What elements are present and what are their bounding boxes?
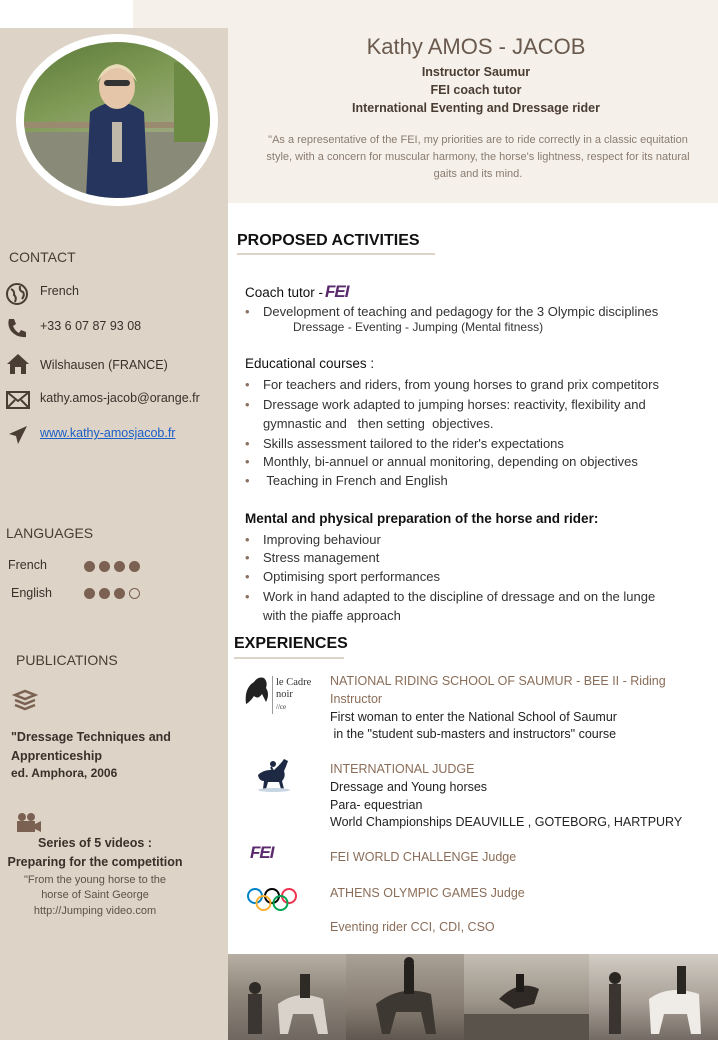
language-english: English bbox=[11, 586, 52, 600]
fei-logo: FEI bbox=[325, 282, 349, 301]
video-series: Series of 5 videos : bbox=[38, 836, 152, 850]
coach-bullet: • Development of teaching and pedagogy for the 3 Olympic disciplines bbox=[245, 304, 659, 319]
course-bullet-text: Dressage work adapted to jumping horses: reactivity, flexibility and bbox=[263, 397, 646, 412]
mental-bullet: • Optimising sport performances bbox=[245, 569, 441, 584]
mental-bullet-text: Improving behaviour bbox=[263, 532, 381, 547]
home-icon bbox=[5, 352, 31, 376]
coach-tutor-text: Coach tutor - bbox=[245, 285, 324, 300]
olympic-rings-icon bbox=[246, 887, 298, 915]
mental-bullet-text: Optimising sport performances bbox=[263, 569, 441, 584]
exp1-desc-line2: in the "student sub-masters and instructors" course bbox=[330, 727, 617, 741]
contact-email[interactable]: kathy.amos-jacob@orange.fr bbox=[40, 391, 200, 405]
courses-label-text: Educational courses bbox=[245, 356, 367, 371]
contact-language: French bbox=[40, 284, 79, 298]
exp1-desc-line1: First woman to enter the National School of Saumur bbox=[330, 710, 617, 724]
photo-dressage bbox=[589, 954, 718, 1040]
contact-heading: CONTACT bbox=[9, 249, 76, 265]
contact-phone[interactable]: +33 6 07 87 93 08 bbox=[40, 319, 142, 333]
exp2-desc-line1: Dressage and Young horses bbox=[330, 780, 488, 794]
contact-website[interactable] bbox=[40, 426, 175, 440]
photo-training-2 bbox=[346, 954, 464, 1040]
course-bullet-text: Teaching in French and English bbox=[263, 473, 448, 488]
coach-tutor-label bbox=[245, 282, 349, 302]
books-icon bbox=[12, 688, 38, 712]
course-bullet: • Teaching in French and English bbox=[245, 473, 448, 488]
profile-photo bbox=[24, 42, 210, 198]
book-title-line1: "Dressage Techniques and bbox=[11, 730, 171, 744]
french-level-rating bbox=[84, 561, 140, 572]
book-publisher: ed. Amphora, 2006 bbox=[11, 766, 118, 780]
language-french: French bbox=[8, 558, 47, 572]
course-bullet-continued bbox=[245, 414, 710, 433]
experiences-underline bbox=[234, 657, 344, 659]
photo-training-1 bbox=[228, 954, 346, 1040]
level-dot bbox=[84, 588, 95, 599]
mental-bullet-text: Work in hand adapted to the discipline of dressage and on the lunge bbox=[263, 589, 656, 604]
experiences-heading: EXPERIENCES bbox=[234, 635, 348, 652]
course-bullet: • Skills assessment tailored to the rider's expectations bbox=[245, 436, 564, 451]
phone-icon bbox=[5, 316, 31, 340]
cadre-noir-logo bbox=[240, 674, 320, 718]
exp2-desc-line2: Para- equestrian bbox=[330, 798, 423, 812]
person-name: Kathy AMOS - JACOB bbox=[366, 34, 586, 59]
video-subtitle-line1: "From the young horse to the bbox=[23, 874, 167, 886]
course-bullet-text: For teachers and riders, from young horses to grand prix competitors bbox=[263, 377, 659, 392]
activities-underline bbox=[237, 253, 435, 255]
exp5-title: Eventing rider CCI, CDI, CSO bbox=[330, 920, 495, 934]
photo-jumping bbox=[464, 954, 589, 1040]
top-white-band bbox=[0, 0, 133, 28]
envelope-icon bbox=[5, 389, 31, 413]
courses-label bbox=[245, 356, 374, 371]
publications-heading: PUBLICATIONS bbox=[16, 652, 118, 668]
english-level-rating bbox=[84, 588, 140, 599]
level-dot bbox=[129, 561, 140, 572]
website-link[interactable]: www.kathy-amosjacob.fr bbox=[40, 426, 176, 440]
level-dot bbox=[114, 588, 125, 599]
exp3-title: FEI WORLD CHALLENGE Judge bbox=[330, 850, 517, 864]
fei-logo-small: FEI bbox=[250, 843, 274, 862]
activities-heading: PROPOSED ACTIVITIES bbox=[237, 232, 420, 249]
video-title: Preparing for the competition bbox=[7, 855, 183, 869]
mental-bullet: • Improving behaviour bbox=[245, 532, 381, 547]
level-dot bbox=[84, 561, 95, 572]
course-bullet-text: Skills assessment tailored to the rider's expectations bbox=[263, 436, 564, 451]
title-coach: FEI coach tutor bbox=[430, 83, 522, 97]
mental-bullet: • Work in hand adapted to the discipline of dressage and on the lunge bbox=[245, 589, 656, 604]
cadre-noir-line2: noir bbox=[276, 689, 293, 700]
video-camera-icon bbox=[15, 812, 41, 836]
level-dot bbox=[114, 561, 125, 572]
cadre-noir-line1: le Cadre bbox=[276, 677, 312, 688]
exp1-title-line2: Instructor bbox=[330, 692, 383, 706]
course-bullet-text: gymnastic and then setting objectives. bbox=[263, 416, 494, 431]
mental-bullet-text: Stress management bbox=[263, 550, 380, 565]
profile-photo-frame bbox=[16, 34, 218, 206]
level-dot bbox=[99, 561, 110, 572]
exp2-desc-line3: World Championships DEAUVILLE , GOTEBORG, HARTPURY bbox=[330, 815, 683, 829]
dressage-horse-icon bbox=[254, 755, 294, 793]
title-rider: International Eventing and Dressage rider bbox=[352, 101, 600, 115]
coach-bullet-text: Development of teaching and pedagogy for the 3 Olympic disciplines bbox=[263, 304, 659, 319]
send-icon bbox=[5, 424, 31, 448]
course-bullet-text: Monthly, bi-annuel or annual monitoring, depending on objectives bbox=[263, 454, 638, 469]
exp2-title: INTERNATIONAL JUDGE bbox=[330, 762, 475, 776]
mission-quote: "As a representative of the FEI, my priorities are to ride correctly in a classic equitation style, with a concern for muscular harmony, the horse's lightness, respect for its natural gaits and its mind. bbox=[266, 134, 690, 180]
mental-bullet: • Stress management bbox=[245, 550, 380, 565]
languages-heading: LANGUAGES bbox=[6, 525, 94, 541]
cadre-noir-text bbox=[276, 677, 311, 713]
level-dot bbox=[99, 588, 110, 599]
course-bullet: • For teachers and riders, from young horses to grand prix competitors bbox=[245, 377, 659, 392]
courses-colon: : bbox=[366, 356, 375, 371]
exp4-title: ATHENS OLYMPIC GAMES Judge bbox=[330, 886, 525, 900]
coach-disciplines: Dressage - Eventing - Jumping (Mental fitness) bbox=[293, 320, 544, 334]
contact-address: Wilshausen (FRANCE) bbox=[40, 358, 168, 372]
video-url[interactable]: http://Jumping video.com bbox=[33, 905, 157, 917]
level-dot-empty bbox=[129, 588, 140, 599]
mental-bullet-text: with the piaffe approach bbox=[263, 608, 401, 623]
logo-divider bbox=[272, 676, 273, 714]
mental-prep-label: Mental and physical preparation of the horse and rider: bbox=[245, 511, 599, 526]
course-bullet: • Monthly, bi-annuel or annual monitoring, depending on objectives bbox=[245, 454, 638, 469]
title-instructor: Instructor Saumur bbox=[421, 65, 531, 79]
course-bullet: • Dressage work adapted to jumping horses: reactivity, flexibility and bbox=[245, 397, 646, 412]
globe-icon bbox=[5, 282, 31, 306]
book-title-line2: Apprenticeship bbox=[11, 749, 102, 763]
exp1-title-line1: NATIONAL RIDING SCHOOL OF SAUMUR - BEE II - Riding bbox=[330, 674, 666, 688]
cadre-noir-line3: //ce bbox=[276, 703, 287, 711]
mental-bullet-continued bbox=[245, 606, 710, 625]
video-subtitle-line2: horse of Saint George bbox=[41, 889, 149, 901]
